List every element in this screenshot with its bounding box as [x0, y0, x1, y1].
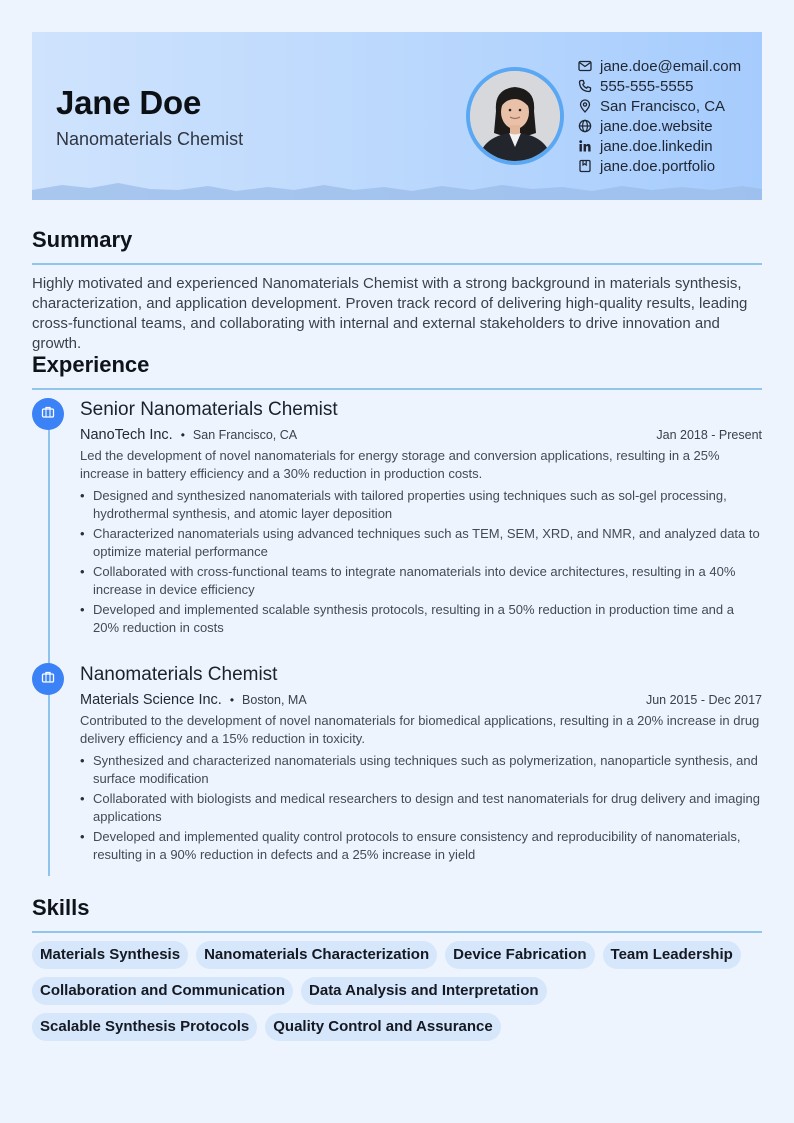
summary-divider	[32, 263, 762, 265]
experience-divider	[32, 388, 762, 390]
job-marker	[32, 398, 64, 430]
job-description: Contributed to the development of novel nanomaterials for biomedical applications, resulting in a 20% increase in drug delivery efficiency and a 15% reduction in toxicity.	[80, 713, 760, 746]
contact-portfolio[interactable]: jane.doe.portfolio	[578, 156, 741, 176]
briefcase-icon	[41, 405, 55, 424]
contact-email[interactable]: jane.doe@email.com	[578, 56, 741, 76]
skill-chip: Team Leadership	[603, 941, 741, 969]
experience-timeline	[48, 412, 50, 876]
resume-header	[32, 32, 762, 200]
summary-heading: Summary	[32, 227, 133, 252]
job-bullet-list	[80, 752, 762, 864]
job-bullet: • Collaborated with biologists and medical researchers to design and test nanomaterials for drug delivery and imaging applications	[80, 790, 762, 826]
skill-chip: Materials Synthesis	[32, 941, 188, 969]
contact-website[interactable]: jane.doe.website	[578, 116, 741, 136]
skills-list	[32, 941, 762, 1041]
contact-list	[578, 56, 741, 176]
contact-phone[interactable]: 555-555-5555	[578, 76, 741, 96]
job-bullet-list	[80, 487, 762, 637]
job-title: Nanomaterials Chemist	[80, 664, 278, 685]
job-dates: Jan 2018 - Present	[656, 428, 762, 442]
job-company: Materials Science Inc.	[80, 692, 222, 708]
summary-text: Highly motivated and experienced Nanomaterials Chemist with a strong background in materials synthesis, characterization, and application development. Proven track record of delivering high-quality results, leading cross-functional teams, and collaborating with internal and external stakeholders to drive innovation and growth.	[32, 275, 748, 352]
candidate-name: Jane Doe	[56, 84, 202, 121]
email-icon	[578, 59, 592, 73]
job-marker	[32, 663, 64, 695]
job-bullet: • Developed and implemented scalable synthesis protocols, resulting in a 50% reduction in production time and a 20% reduction in costs	[80, 601, 762, 637]
job-bullet: • Characterized nanomaterials using advanced techniques such as TEM, SEM, XRD, and NMR, and analyzed data to optimize material performance	[80, 525, 762, 561]
meta-separator: •	[229, 693, 235, 707]
job-company: NanoTech Inc.	[80, 427, 173, 443]
experience-heading: Experience	[32, 352, 150, 377]
job-description: Led the development of novel nanomaterials for energy storage and conversion applications, resulting in a 25% increase in battery efficiency and a 30% reduction in production costs.	[80, 448, 720, 481]
phone-icon	[578, 79, 592, 93]
skill-chip: Data Analysis and Interpretation	[301, 977, 547, 1005]
job-location: San Francisco, CA	[192, 428, 298, 442]
job-bullet: • Collaborated with cross-functional teams to integrate nanomaterials into device architectures, resulting in a 40% increase in device efficiency	[80, 563, 762, 599]
job-meta	[80, 426, 762, 444]
job-dates: Jun 2015 - Dec 2017	[645, 693, 762, 707]
job-bullet: • Developed and implemented quality control protocols to ensure consistency and reproducibility of nanomaterials, resulting in a 90% reduction in defects and a 25% increase in yield	[80, 828, 762, 864]
profile-photo-frame	[466, 67, 564, 165]
skill-chip: Nanomaterials Characterization	[196, 941, 437, 969]
globe-icon	[578, 119, 592, 133]
job-meta	[80, 691, 762, 709]
job-bullet: • Designed and synthesized nanomaterials with tailored properties using techniques such as sol-gel processing, hydrothermal synthesis, and atomic layer deposition	[80, 487, 762, 523]
job-bullet: • Synthesized and characterized nanomaterials using techniques such as polymerization, nanoparticle synthesis, and surface modification	[80, 752, 762, 788]
linkedin-icon	[578, 139, 592, 153]
contact-location[interactable]: San Francisco, CA	[578, 96, 741, 116]
location-icon	[578, 99, 592, 113]
skill-chip: Collaboration and Communication	[32, 977, 293, 1005]
skills-heading: Skills	[32, 895, 90, 920]
profile-photo	[470, 71, 560, 161]
job-location: Boston, MA	[242, 693, 307, 707]
skill-chip: Scalable Synthesis Protocols	[32, 1013, 257, 1041]
briefcase-icon	[41, 670, 55, 689]
header-wave-decoration	[32, 182, 762, 200]
skills-divider	[32, 931, 762, 933]
job-title: Senior Nanomaterials Chemist	[80, 399, 338, 420]
meta-separator: •	[180, 428, 185, 442]
portfolio-icon	[578, 159, 592, 173]
candidate-role: Nanomaterials Chemist	[56, 129, 244, 149]
contact-linkedin[interactable]: jane.doe.linkedin	[578, 136, 741, 156]
skill-chip: Device Fabrication	[445, 941, 594, 969]
skill-chip: Quality Control and Assurance	[265, 1013, 501, 1041]
